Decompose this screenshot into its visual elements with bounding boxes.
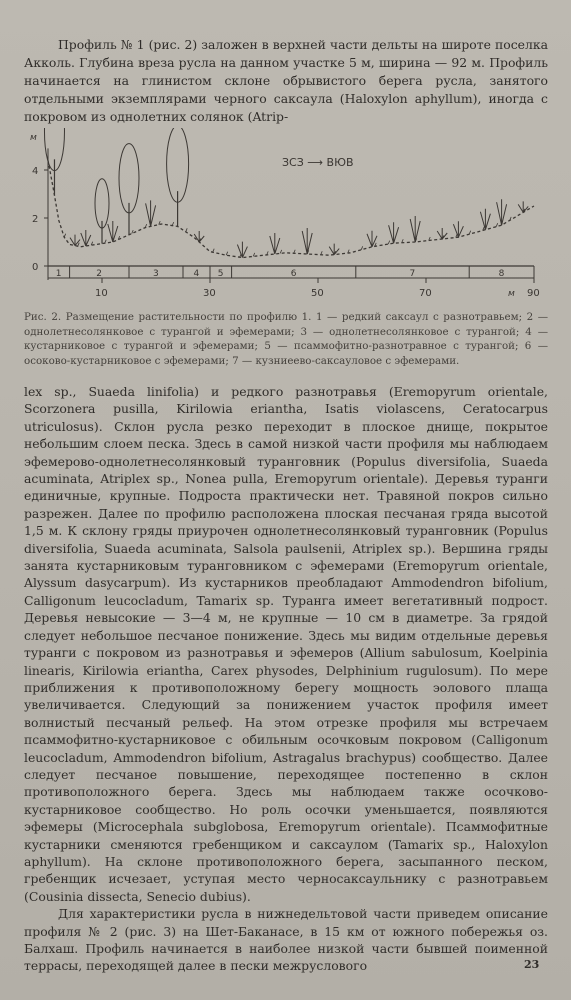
- profile-diagram: [22, 128, 552, 306]
- zone-label: 5: [217, 269, 224, 279]
- grass-tick-icon: [105, 240, 107, 244]
- grass-tick-icon: [226, 252, 228, 256]
- grass-tick-icon: [213, 249, 215, 253]
- figure-caption: Рис. 2. Размещение растительности по профилю 1. 1 — редкий саксаул с разнотравьем; 2 — однолетнесолянковое с турангой и эфемерами; 3 — однолетнесолянковое с турангой; 4 — кустарниковое с турангой и эфемерами; 5 — псаммофитно-разнотравное с турангой; 6 — осоково-кустарниковое с эфемерами; 7 — кузниеево-саксауловое с эфемерами.: [24, 311, 548, 367]
- tree-crown-icon: [95, 179, 109, 228]
- shrub-icon: [410, 216, 420, 242]
- x-tick-label: 10: [95, 288, 108, 299]
- y-tick-label: 2: [32, 214, 39, 225]
- shrub-icon: [480, 209, 490, 230]
- tree-crown-icon: [119, 144, 139, 213]
- grass-tick-icon: [186, 228, 188, 232]
- shrub-icon: [108, 221, 118, 242]
- grass-tick-icon: [64, 234, 66, 238]
- page-number: 23: [524, 958, 540, 971]
- main-text: [24, 383, 548, 975]
- shrub-icon: [437, 228, 447, 239]
- shrub-icon: [81, 230, 91, 246]
- x-axis-unit: м: [508, 289, 515, 299]
- shrub-icon: [329, 244, 339, 255]
- x-tick-label: 90: [527, 288, 540, 299]
- y-tick-label: 4: [32, 166, 39, 177]
- y-tick-label: 0: [32, 262, 39, 273]
- tree-crown-icon: [167, 128, 189, 202]
- x-tick-label: 70: [419, 288, 432, 299]
- grass-tick-icon: [280, 250, 282, 254]
- shrub-icon: [237, 242, 247, 258]
- shrub-icon: [389, 222, 399, 243]
- y-axis-unit: м: [30, 133, 37, 143]
- shrub-icon: [302, 228, 312, 254]
- shrub-icon: [518, 201, 528, 212]
- zone-label: 4: [193, 269, 200, 279]
- shrub-icon: [270, 233, 280, 254]
- grass-tick-icon: [361, 246, 363, 250]
- zone-label: 8: [498, 269, 505, 279]
- zone-label: 7: [409, 269, 416, 279]
- grass-tick-icon: [78, 243, 80, 247]
- shrub-icon: [453, 221, 463, 237]
- zone-label: 1: [55, 269, 62, 279]
- intro-paragraph: Профиль № 1 (рис. 2) заложен в верхней части дельты на широте поселка Акколь. Глубина вреза русла на данном участке 5 м, ширина — 92 м. Профиль начинается на глинистом склоне обрывистого берега русла, занятого отдельными экземплярами черного саксаула (Haloxylon aphyllum), иногда с покровом из однолетних солянок (Atrip-: [24, 37, 548, 124]
- direction-label: ЗСЗ ⟶ ВЮВ: [282, 156, 354, 169]
- shrub-icon: [146, 200, 156, 226]
- x-tick-label: 30: [203, 288, 216, 299]
- zone-label: 3: [153, 269, 159, 279]
- x-tick-label: 50: [311, 288, 324, 299]
- shrub-icon: [497, 199, 507, 225]
- grass-tick-icon: [496, 223, 498, 227]
- grass-tick-icon: [132, 230, 134, 234]
- shrub-icon: [194, 231, 204, 242]
- profile-line: [48, 160, 534, 257]
- grass-tick-icon: [388, 241, 390, 245]
- profile-figure: [22, 128, 552, 306]
- paragraph-2: Для характеристики русла в нижнедельтовой части приведем описание профиля № 2 (рис. 3) на Шет-Баканасе, в 15 км от южного побережья оз. Балхаш. Профиль начинается в наиболее низкой части бывшей поименной террасы, переходящей далее в пески межруслового: [24, 906, 548, 974]
- paragraph-1: lex sp., Suaeda linifolia) и редкого разнотравья (Eremopyrum orientale, Scorzonera pusilla, Kirilowia eriantha, Isatis violascens, Ceratocarpus utriculosus). Склон русла резко переходит в плоское днище, покрытое небольшим слоем песка. Здесь в самой низкой части профиля мы наблюдаем эфемерово-однолетнесолянковый туранговник (Populus diversifolia, Suaeda acuminata, Atriplex sp., Nonea pulla, Eremopyrum orientale). Деревья туранги единичные, крупные. Подроста практически нет. Травяной покров сильно разрежен. Далее по профилю расположена плоская песчаная гряда высотой 1,5 м. К склону гряды приурочен однолетнесолянковый туранговник (Populus diversifolia, Suaeda acuminata, Salsola paulsenii, Atriplex sp.). Вершина гряды занята кустарниковым туранговником с эфемерами (Eremopyrum orientale, Alyssum dasycarpum). Из кустарников преобладают Ammodendron bifolium, Calligonum leucocladum, Tamarix sp. Туранга имеет вегетативный подрост. Деревья невысокие — 3—4 м, не крупные — 10 см в диаметре. За грядой следует небольшое песчаное понижение. Здесь мы видим отдельные деревья туранги с покровом из разнотравья и эфемеров (Allium sabulosum, Koelpinia linearis, Kirilowia eriantha, Carex physodes, Delphinium rugulosum). По мере приближения к противоположному берегу мощность эолового плаща увеличивается. Следующий за понижением участок профиля имеет волнистый песчаный рельеф. На этом отрезке профиля мы встречаем псаммофитно-кустарниковое с обильным осочковым покровом (Calligonum leucocladum, Ammodendron bifolium, Astragalus brachypus) сообщество. Далее следует песчаное повышение, переходящее постепенно в склон противоположного берега. Здесь мы наблюдаем также осочково-кустарниковое сообщество. Но роль осочки уменьшается, появляются эфемеры (Microcephala subglobosa, Eremopyrum orientale). Псаммофитные кустарники сменяются гребенщиком и саксаулом (Tamarix sp., Haloxylon aphyllum). На склоне противоположного берега, засыпанного песком, гребенщик исчезает, уступая место черносаксаульнику с разнотравьем (Cousinia dissecta, Senecio dubius).: [24, 384, 548, 904]
- zone-label: 6: [290, 269, 297, 279]
- grass-tick-icon: [469, 231, 471, 235]
- zone-label: 2: [96, 269, 103, 279]
